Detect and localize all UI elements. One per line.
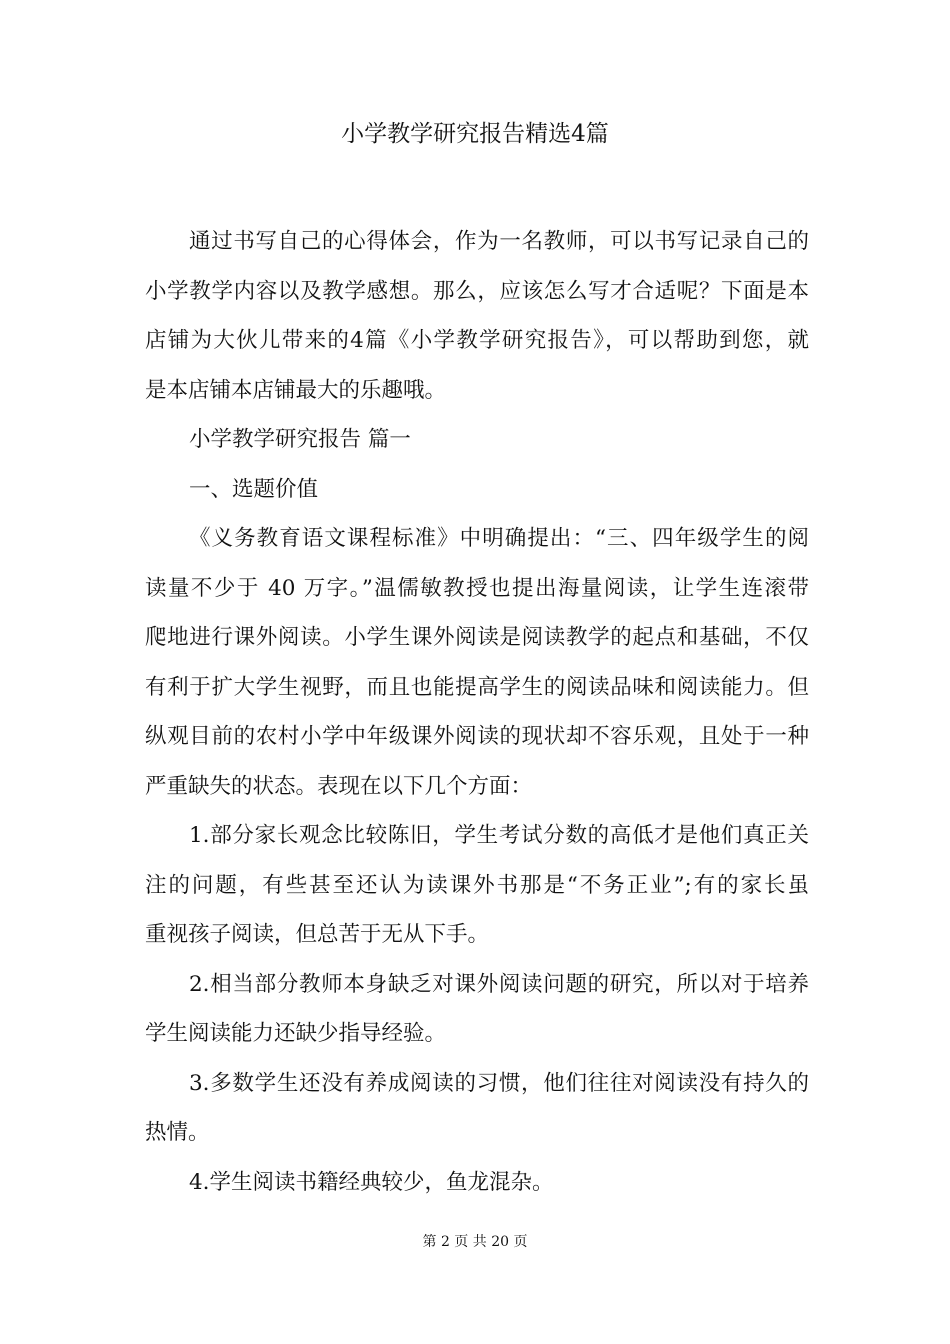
- text-line: 是本店铺本店铺最大的乐趣哦。: [145, 377, 447, 403]
- paragraph-curriculum: [145, 514, 809, 811]
- text-line: 2.相当部分教师本身缺乏对课外阅读问题的研究，所以对于培养: [189, 971, 809, 997]
- text-line: 热情。: [145, 1120, 210, 1145]
- text-line: 纵观目前的农村小学中年级课外阅读的现状却不容乐观，且处于一种: [145, 724, 809, 749]
- list-item-3: [145, 1059, 809, 1158]
- text-line: 店铺为大伙儿带来的4篇《小学教学研究报告》，可以帮助到您，就: [145, 328, 809, 353]
- text-line: 小学教学研究报告 篇一: [189, 427, 411, 452]
- text-line: 《义务教育语文课程标准》中明确提出：“三、四年级学生的阅: [189, 526, 809, 551]
- text-line: 小学教学内容以及教学感想。那么，应该怎么写才合适呢？下面是本: [145, 278, 809, 304]
- document-title: 小学教学研究报告精选4篇: [341, 121, 609, 147]
- page-number-footer: 第 2 页 共 20 页: [422, 1234, 528, 1250]
- text-line: 读量不少于 40 万字。”温儒敏教授也提出海量阅读，让学生连滚带: [145, 575, 809, 601]
- text-line: 1.部分家长观念比较陈旧，学生考试分数的高低才是他们真正关: [189, 823, 809, 848]
- list-item-4: [145, 1158, 809, 1208]
- text-line: 有利于扩大学生视野，而且也能提高学生的阅读品味和阅读能力。但: [145, 674, 809, 700]
- text-line: 3.多数学生还没有养成阅读的习惯，他们往往对阅读没有持久的: [189, 1070, 809, 1096]
- subheading-topic-value: [145, 465, 809, 515]
- text-line: 4.学生阅读书籍经典较少，鱼龙混杂。: [189, 1169, 554, 1195]
- text-line: 一、选题价值: [189, 476, 319, 502]
- text-line: 注的问题，有些甚至还认为读课外书那是“不务正业”;有的家长虽: [145, 872, 809, 898]
- text-line: 重视孩子阅读，但总苦于无从下手。: [145, 922, 490, 947]
- text-line: 爬地进行课外阅读。小学生课外阅读是阅读教学的起点和基础，不仅: [145, 625, 809, 650]
- text-line: 学生阅读能力还缺少指导经验。: [145, 1021, 447, 1046]
- section-heading-part-one: [145, 415, 809, 465]
- paragraph-intro: [145, 217, 809, 415]
- list-item-2: [145, 960, 809, 1059]
- list-item-1: [145, 811, 809, 960]
- text-line: 严重缺失的状态。表现在以下几个方面：: [145, 773, 533, 799]
- document-body: [145, 217, 809, 1207]
- text-line: 通过书写自己的心得体会，作为一名教师，可以书写记录自己的: [189, 229, 809, 254]
